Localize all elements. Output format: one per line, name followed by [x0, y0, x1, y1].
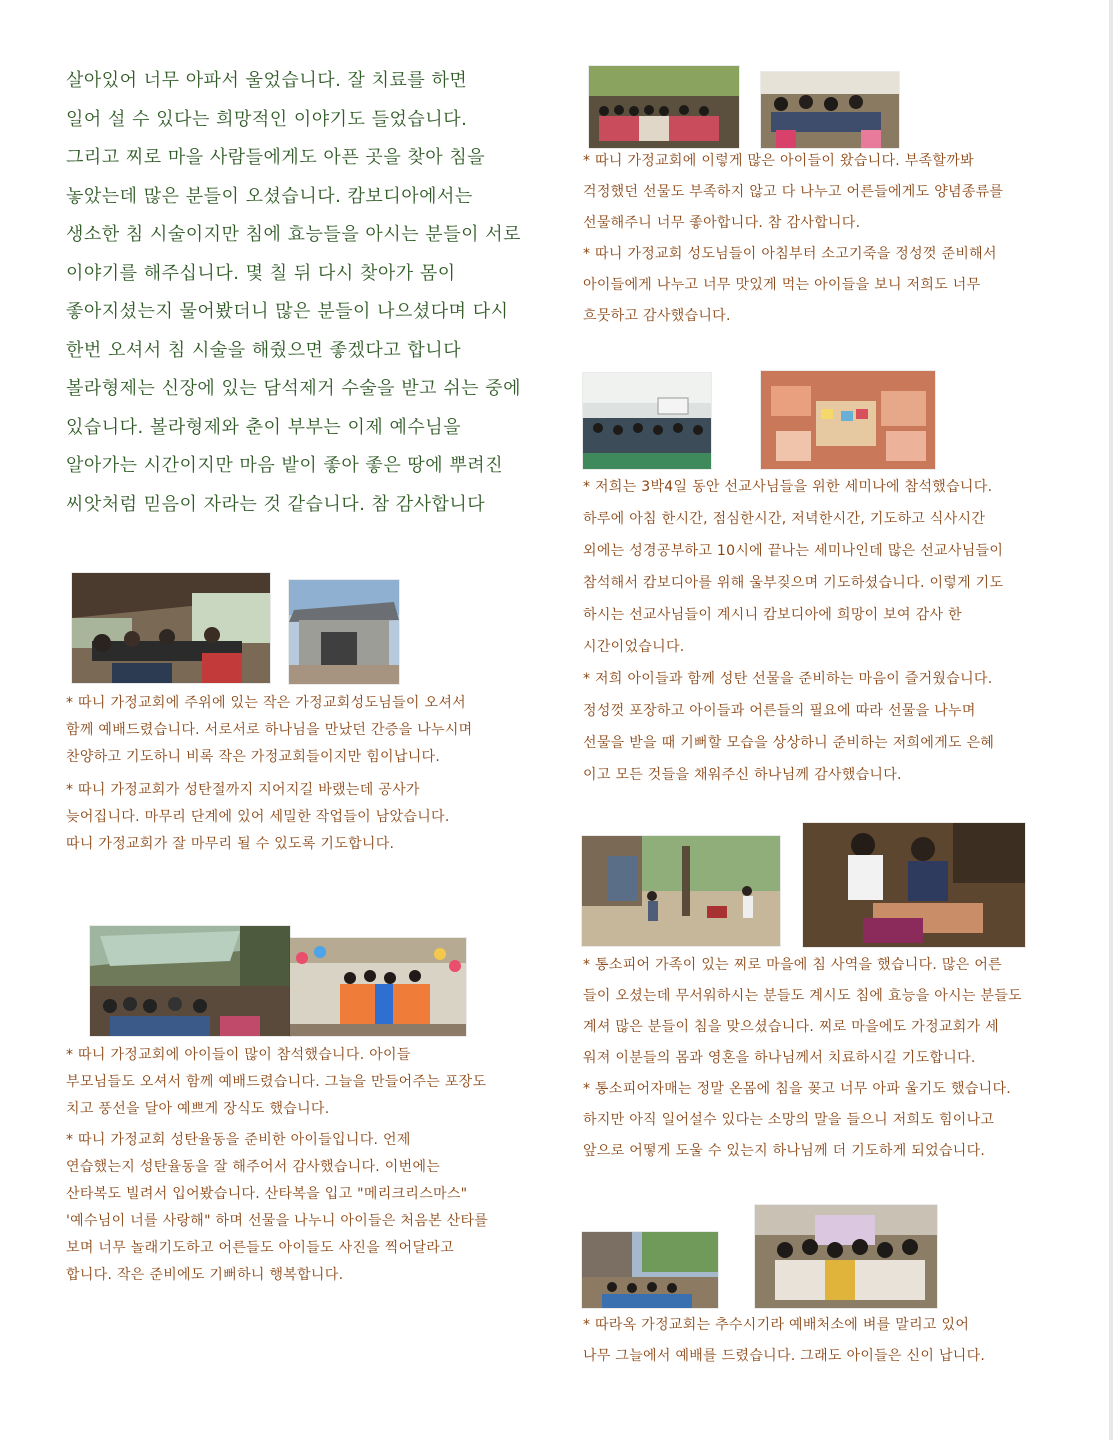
intro-line: 좋아지셨는지 물어봤더니 많은 분들이 나으셨다며 다시 — [66, 301, 509, 322]
caption-line: * 따니 가정교회에 아이들이 많이 참석했습니다. 아이들 — [66, 1047, 411, 1063]
caption-line: * 따니 가정교회가 성탄절까지 지어지길 바랬는데 공사가 — [66, 782, 420, 798]
left-caption-2 — [66, 1042, 488, 1289]
caption-line: 참석해서 캄보디아를 위해 울부짖으며 기도하셨습니다. 이렇게 기도 — [583, 575, 1004, 591]
caption-line: * 저희는 3박4일 동안 선교사님들을 위한 세미나에 참석했습니다. — [583, 479, 993, 495]
intro-line: 알아가는 시간이지만 마음 밭이 좋아 좋은 땅에 뿌려진 — [66, 455, 504, 476]
caption-line: 연습했는지 성탄율동을 잘 해주어서 감사했습니다. 이번에는 — [66, 1159, 441, 1175]
caption-line: 하루에 아침 한시간, 점심한시간, 저녁한시간, 기도하고 식사시간 — [583, 511, 986, 527]
page-edge — [1109, 0, 1113, 1440]
caption-line: 따니 가정교회가 잘 마무리 될 수 있도록 기도합니다. — [66, 836, 395, 852]
photo-seminar-hall — [583, 373, 711, 469]
caption-line: * 따니 가정교회에 이렇게 많은 아이들이 왔습니다. 부족할까봐 — [583, 153, 974, 169]
intro-line: 생소한 침 시술이지만 침에 효능들을 아시는 분들이 서로 — [66, 224, 521, 245]
caption-line: 부모님들도 오셔서 함께 예배드렸습니다. 그늘을 만들어주는 포장도 — [66, 1074, 487, 1090]
caption-line: 나무 그늘에서 예배를 드렸습니다. 그래도 아이들은 신이 납니다. — [583, 1348, 986, 1364]
intro-text — [66, 62, 521, 524]
intro-line: 놓았는데 많은 분들이 오셨습니다. 캄보디아에서는 — [66, 185, 473, 207]
caption-line: 정성껏 포장하고 아이들과 어른들의 필요에 따라 선물을 나누며 — [583, 703, 976, 719]
caption-line: 흐뭇하고 감사했습니다. — [583, 308, 731, 324]
right-caption-4 — [583, 1312, 985, 1370]
caption-line: 함께 예배드렸습니다. 서로서로 하나님을 만났던 간증을 나누시며 — [66, 722, 473, 738]
caption-line: 하지만 아직 일어설수 있다는 소망의 말을 들으니 저희도 힘이나고 — [583, 1112, 995, 1128]
caption-line: 하시는 선교사님들이 계시니 캄보디아에 희망이 보여 감사 한 — [583, 607, 962, 623]
caption-line: 아이들에게 나누고 너무 맛있게 먹는 아이들을 보니 저희도 너무 — [583, 277, 981, 293]
caption-line: 보며 너무 놀래기도하고 어른들도 아이들도 사진을 찍어달라고 — [66, 1240, 454, 1256]
caption-line: 앞으로 어떻게 도울 수 있는지 하나님께 더 기도하게 되었습니다. — [583, 1143, 986, 1159]
caption-line: 선물을 받을 때 기뻐할 모습을 상상하니 준비하는 저희에게도 은혜 — [583, 735, 995, 751]
caption-line: * 따니 가정교회 성탄율동을 준비한 아이들입니다. 언제 — [66, 1132, 411, 1148]
photo-acupuncture-treatment — [803, 823, 1025, 947]
caption-line: 이고 모든 것들을 채워주신 하나님께 감사했습니다. — [583, 767, 902, 783]
photo-village-acupuncture — [582, 836, 780, 946]
intro-line: 한번 오셔서 침 시술을 해줬으면 좋겠다고 합니다 — [66, 339, 462, 361]
caption-line: '예수님이 너를 사랑해" 하며 선물을 나누니 아이들은 처음본 산타를 — [66, 1213, 489, 1229]
caption-line: 시간이었습니다. — [583, 639, 685, 655]
intro-line: 씨앗처럼 믿음이 자라는 것 같습니다. 참 감사합니다 — [66, 493, 486, 515]
photo-outdoor-worship-tree-shade — [582, 1232, 718, 1308]
caption-line: 치고 풍선을 달아 예쁘게 장식도 했습니다. — [66, 1101, 330, 1117]
left-caption-1 — [66, 690, 473, 858]
intro-line: 살아있어 너무 아파서 울었습니다. 잘 치료를 하면 — [66, 70, 468, 91]
caption-line: 합니다. 작은 준비에도 기뻐하니 행복합니다. — [66, 1267, 344, 1283]
caption-line: 계셔 많은 분들이 침을 맞으셨습니다. 찌로 마을에도 가정교회가 세 — [583, 1019, 999, 1035]
caption-line: * 따라옥 가정교회는 추수시기라 예배처소에 벼를 말리고 있어 — [583, 1317, 970, 1333]
photo-christmas-gifts — [761, 371, 935, 469]
photo-children-worship — [90, 926, 290, 1036]
photo-children-group-smiling — [755, 1205, 937, 1308]
intro-line: 이야기를 해주십니다. 몇 칠 뒤 다시 찾아가 몸이 — [66, 262, 456, 284]
photo-christmas-dance-kids — [290, 938, 466, 1036]
intro-line: 그리고 찌로 마을 사람들에게도 아픈 곳을 찾아 침을 — [66, 147, 486, 168]
photo-church-construction — [289, 580, 399, 684]
caption-line: 찬양하고 기도하니 비록 작은 가정교회들이지만 힘이납니다. — [66, 749, 441, 765]
caption-line: * 통소피어자매는 정말 온몸에 침을 꽂고 너무 아파 울기도 했습니다. — [583, 1081, 1012, 1097]
photo-house-church-gathering — [72, 573, 270, 683]
caption-line: * 따니 가정교회에 주위에 있는 작은 가정교회성도님들이 오셔서 — [66, 695, 466, 711]
photo-many-children-gathered — [589, 66, 739, 148]
right-caption-3 — [583, 952, 1022, 1165]
caption-line: * 통소피어 가족이 있는 찌로 마을에 침 사역을 했습니다. 많은 어른 — [583, 957, 1002, 973]
intro-line: 볼라형제는 신장에 있는 담석제거 수술을 받고 쉬는 중에 — [66, 378, 521, 399]
caption-line: 걱정했던 선물도 부족하지 않고 다 나누고 어른들에게도 양념종류를 — [583, 184, 1004, 200]
caption-line: 워져 이분들의 몸과 영혼을 하나님께서 치료하시길 기도합니다. — [583, 1050, 976, 1066]
caption-line: 외에는 성경공부하고 10시에 끝나는 세미나인데 많은 선교사님들이 — [583, 543, 1004, 559]
photo-children-eating — [761, 72, 899, 148]
caption-line: 늦어집니다. 마무리 단계에 있어 세밀한 작업들이 남았습니다. — [66, 809, 450, 825]
caption-line: 산타복도 빌려서 입어봤습니다. 산타복을 입고 "메리크리스마스" — [66, 1186, 468, 1202]
caption-line: 들이 오셨는데 무서워하시는 분들도 계시도 침에 효능을 아시는 분들도 — [583, 988, 1022, 1004]
caption-line: * 따니 가정교회 성도님들이 아침부터 소고기죽을 정성껏 준비해서 — [583, 246, 997, 262]
intro-line: 있습니다. 볼라형제와 춘이 부부는 이제 예수님을 — [66, 416, 462, 438]
caption-line: 선물해주니 너무 좋아합니다. 참 감사합니다. — [583, 215, 861, 231]
caption-line: * 저희 아이들과 함께 성탄 선물을 준비하는 마음이 즐거웠습니다. — [583, 671, 993, 687]
right-caption-1 — [583, 148, 1003, 330]
intro-line: 일어 설 수 있다는 희망적인 이야기도 들었습니다. — [66, 108, 468, 130]
right-caption-2 — [583, 474, 1003, 789]
